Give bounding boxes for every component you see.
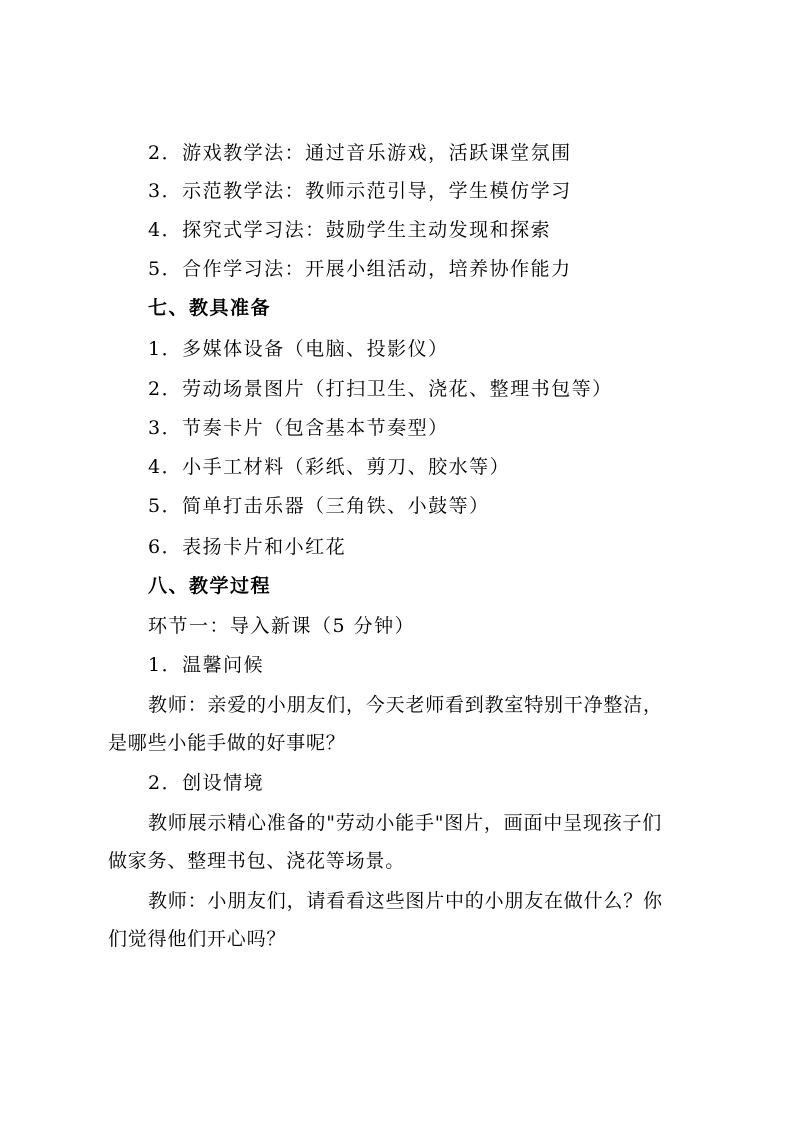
method-item-4: 4．探究式学习法：鼓励学生主动发现和探索 <box>148 219 552 241</box>
method-item-5: 5．合作学习法：开展小组活动，培养协作能力 <box>148 258 572 280</box>
paragraph-line: 们觉得他们开心吗？ <box>108 928 287 950</box>
step-title-2: 2．创设情境 <box>148 772 265 794</box>
prep-item-5: 5．简单打击乐器（三角铁、小鼓等） <box>148 495 490 517</box>
paragraph-line: 是哪些小能手做的好事呢？ <box>108 732 346 754</box>
prep-item-3: 3．节奏卡片（包含基本节奏型） <box>148 417 449 439</box>
dialogue-paragraph-2 <box>108 882 704 958</box>
dialogue-paragraph-1 <box>108 686 704 762</box>
stage-title: 环节一：导入新课（5 分钟） <box>148 615 416 637</box>
prep-item-4: 4．小手工材料（彩纸、剪刀、胶水等） <box>148 456 511 478</box>
description-paragraph <box>108 804 704 880</box>
section-heading-8: 八、教学过程 <box>148 575 272 597</box>
paragraph-line: 教师：亲爱的小朋友们，今天老师看到教室特别干净整洁， <box>148 694 663 716</box>
prep-item-2: 2．劳动场景图片（打扫卫生、浇花、整理书包等） <box>148 378 613 400</box>
step-title-1: 1．温馨问候 <box>148 654 265 676</box>
paragraph-line: 教师展示精心准备的"劳动小能手"图片，画面中呈现孩子们 <box>148 812 663 834</box>
method-item-2: 2．游戏教学法：通过音乐游戏，活跃课堂氛围 <box>148 142 572 164</box>
method-item-3: 3．示范教学法：教师示范引导，学生模仿学习 <box>148 180 572 202</box>
prep-item-1: 1．多媒体设备（电脑、投影仪） <box>148 338 449 360</box>
paragraph-line: 做家务、整理书包、浇花等场景。 <box>108 850 406 872</box>
prep-item-6: 6．表扬卡片和小红花 <box>148 536 347 558</box>
paragraph-line: 教师：小朋友们，请看看这些图片中的小朋友在做什么？你 <box>148 890 663 912</box>
section-heading-7: 七、教具准备 <box>148 297 272 319</box>
